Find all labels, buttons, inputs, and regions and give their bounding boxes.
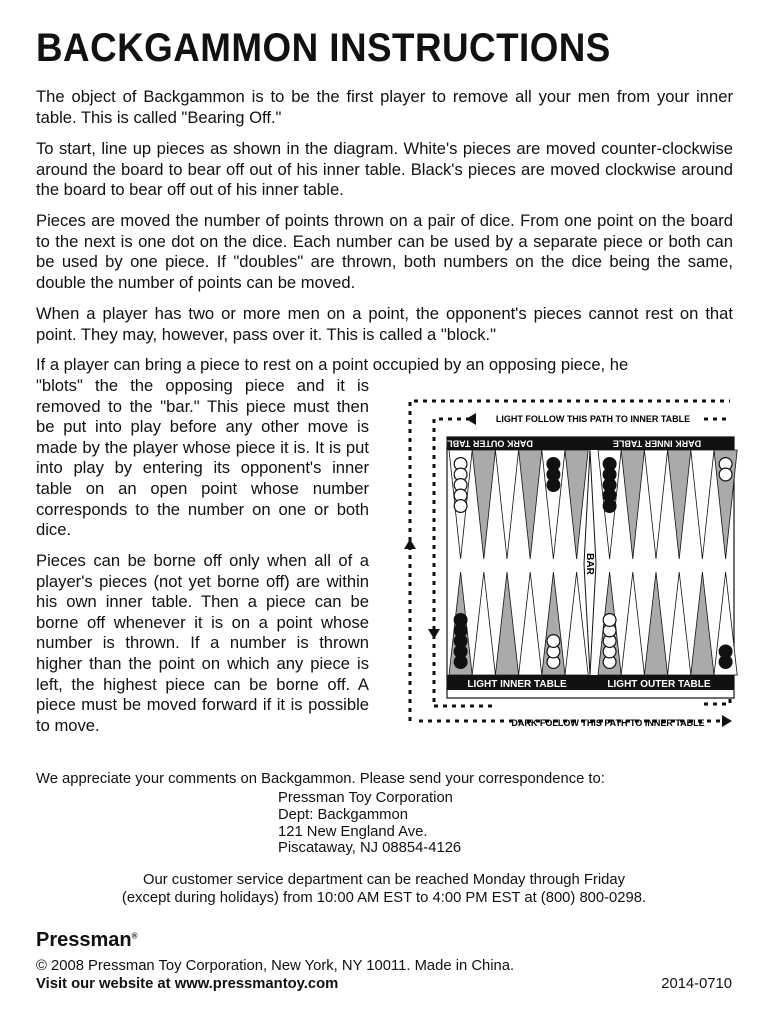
light-path-label: LIGHT FOLLOW THIS PATH TO INNER TABLE	[495, 414, 691, 424]
service-line-2: (except during holidays) from 10:00 AM EST to 4:00 PM EST at (800) 800-0298.	[121, 889, 647, 906]
paragraph-block: When a player has two or more men on a point, the opponent's pieces cannot rest on that point. They may, however, pass over it. This is called a "block."	[36, 304, 733, 344]
address-company: Pressman Toy Corporation	[278, 790, 453, 806]
contact-intro: We appreciate your comments on Backgammon. Please send your correspondence to:	[36, 771, 605, 787]
brand-logo: Pressman®	[36, 929, 138, 951]
arrow-up-icon	[404, 539, 416, 549]
page-title: BACKGAMMON INSTRUCTIONS	[36, 26, 611, 70]
product-code: 2014-0710	[661, 976, 732, 992]
brand-name: Pressman	[36, 929, 132, 951]
arrow-left-icon	[466, 413, 476, 425]
paragraph-dice: Pieces are moved the number of points thrown on a pair of dice. From one point on the board to the next is one dot on the dice. Each number can be used by a separate piece or both can be used by one piece. If "doubles" are thrown, both numbers on the dice being the same, double the number of points can be moved.	[36, 211, 733, 292]
bar-label: BAR	[584, 553, 595, 575]
dark-checker	[603, 500, 616, 513]
paragraph-blot-intro: If a player can bring a piece to rest on a point occupied by an opposing piece, he	[36, 355, 629, 374]
light-inner-label: LIGHT INNER TABLE	[467, 679, 567, 690]
dark-path-label: DARK FOLLOW THIS PATH TO INNER TABLE	[511, 718, 705, 728]
mailing-address	[278, 790, 461, 857]
dark-checker	[547, 479, 560, 492]
board-diagram	[404, 394, 740, 730]
light-outer-label: LIGHT OUTER TABLE	[607, 679, 711, 690]
paragraph-bearing-off: Pieces can be borne off only when all of a player's pieces (not yet borne off) are within his own inner table. Then a piece can be borne off whenever it is on a point whose number is thrown. If a number is thrown higher than the point on which any piece is left, the highest piece can be borne off. A piece must be moved forward if it is possible to move.	[36, 551, 369, 735]
dark-inner-label: DARK INNER TABLE	[612, 438, 702, 449]
dark-checker	[454, 614, 467, 627]
address-street: 121 New England Ave.	[278, 823, 428, 840]
light-checker	[603, 614, 616, 627]
arrow-down-icon	[428, 629, 440, 639]
light-checker	[547, 635, 560, 648]
dark-checker	[719, 645, 732, 658]
website-link[interactable]: Visit our website at www.pressmantoy.com	[36, 976, 339, 992]
customer-service	[0, 872, 768, 907]
address-dept: Dept: Backgammon	[278, 806, 408, 823]
light-checker	[719, 468, 732, 481]
arrow-right-icon	[722, 715, 732, 727]
dark-outer-label: DARK OUTER TABLE	[441, 438, 533, 449]
paragraph-blot: "blots" the the opposing piece and it is removed to the "bar." This piece must then be put into play before any other move is made by the player whose piece it is. It is put into play by entering its opponent's inner table on an open point whose number corresponds to the number on one or both dice.	[36, 376, 369, 540]
paragraph-objective: The object of Backgammon is to be the first player to remove all your men from your inner table. This is called "Bearing Off."	[36, 87, 733, 127]
service-line-1: Our customer service department can be reached Monday through Friday	[143, 872, 625, 888]
light-checker	[454, 500, 467, 513]
address-city: Piscataway, NJ 08854-4126	[278, 840, 462, 857]
copyright: © 2008 Pressman Toy Corporation, New York, NY 10011. Made in China.	[36, 958, 515, 974]
paragraph-setup: To start, line up pieces as shown in the diagram. White's pieces are moved counter-clockwise around the board to bear off out of his inner table. Black's pieces are moved clockwise around the board to bear off out of his inner table.	[36, 139, 733, 200]
